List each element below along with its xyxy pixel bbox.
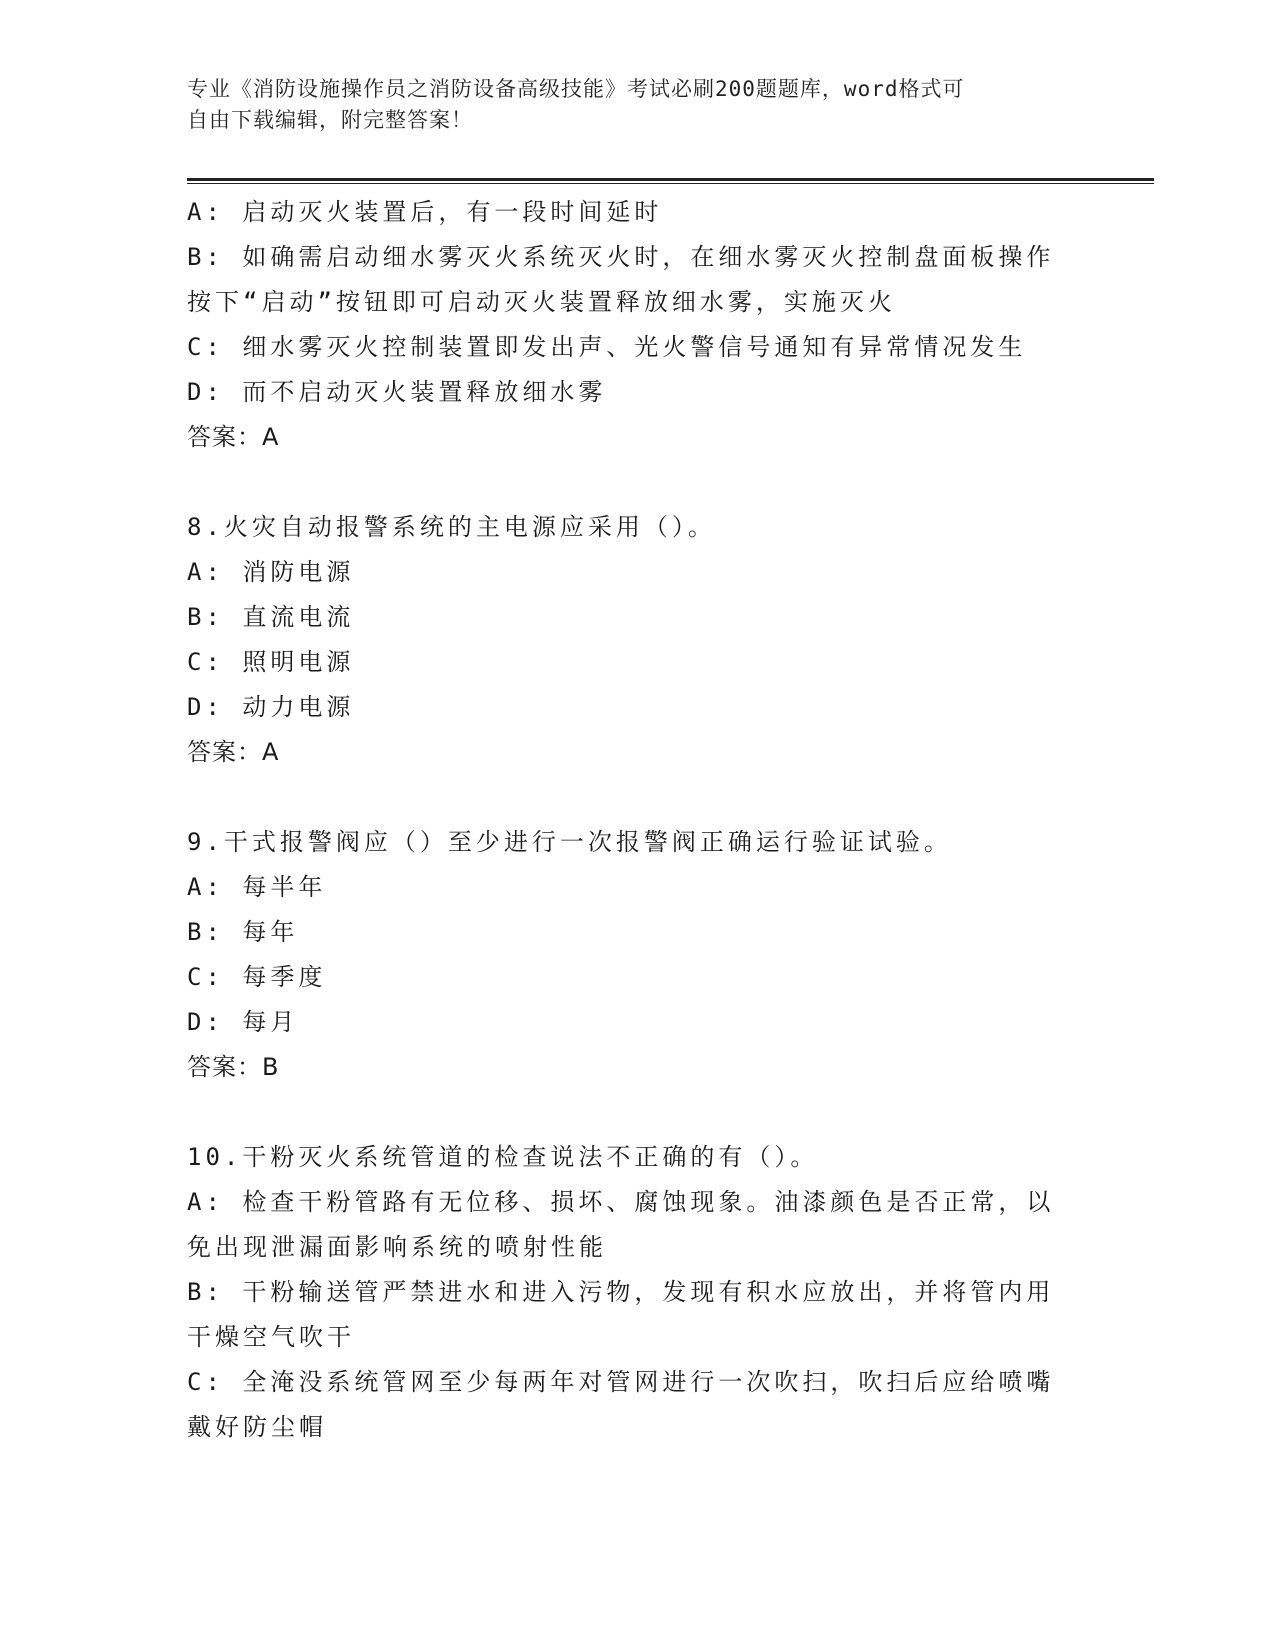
option-a: A: 消防电源	[187, 558, 355, 586]
option-a-continued: 免出现泄漏面影响系统的喷射性能	[187, 1233, 607, 1261]
header-title-line-1: 专业《消防设施操作员之消防设备高级技能》考试必刷200题题库，word格式可	[187, 77, 965, 101]
option-c: C: 全淹没系统管网至少每两年对管网进行一次吹扫，吹扫后应给喷嘴	[187, 1368, 1055, 1396]
option-a: A: 检查干粉管路有无位移、损坏、腐蚀现象。油漆颜色是否正常，以	[187, 1188, 1055, 1216]
option-b: B: 直流电流	[187, 603, 355, 631]
option-c: C: 照明电源	[187, 648, 355, 676]
option-d: D: 每月	[187, 1008, 299, 1036]
header-title-line-2: 自由下载编辑，附完整答案！	[187, 108, 473, 132]
option-d: D: 动力电源	[187, 693, 355, 721]
option-c: C: 细水雾灭火控制装置即发出声、光火警信号通知有异常情况发生	[187, 333, 1027, 361]
option-c: C: 每季度	[187, 963, 327, 991]
option-c-continued: 戴好防尘帽	[187, 1413, 327, 1441]
option-b: B: 如确需启动细水雾灭火系统灭火时，在细水雾灭火控制盘面板操作	[187, 243, 1055, 271]
carryover-question	[187, 190, 1087, 460]
option-d: D: 而不启动灭火装置释放细水雾	[187, 378, 607, 406]
question-8	[187, 505, 1087, 775]
option-a: A: 每半年	[187, 873, 327, 901]
header-divider-thick	[187, 178, 1154, 181]
document-header	[187, 74, 1087, 136]
question-stem: 9.干式报警阀应（）至少进行一次报警阀正确运行验证试验。	[187, 828, 952, 856]
answer-line: 答案：B	[187, 1053, 280, 1081]
question-stem: 8.火灾自动报警系统的主电源应采用（）。	[187, 513, 716, 541]
header-divider-thin	[187, 183, 1154, 184]
question-9	[187, 820, 1087, 1090]
answer-line: 答案：A	[187, 423, 280, 451]
option-b: B: 每年	[187, 918, 299, 946]
answer-line: 答案：A	[187, 738, 280, 766]
option-b: B: 干粉输送管严禁进水和进入污物，发现有积水应放出，并将管内用	[187, 1278, 1055, 1306]
document-body	[187, 190, 1087, 1450]
option-a: A: 启动灭火装置后，有一段时间延时	[187, 198, 663, 226]
question-10	[187, 1135, 1087, 1450]
option-b-continued: 按下“启动”按钮即可启动灭火装置释放细水雾，实施灭火	[187, 288, 896, 316]
question-stem: 10.干粉灭火系统管道的检查说法不正确的有（）。	[187, 1143, 819, 1171]
option-b-continued: 干燥空气吹干	[187, 1323, 355, 1351]
